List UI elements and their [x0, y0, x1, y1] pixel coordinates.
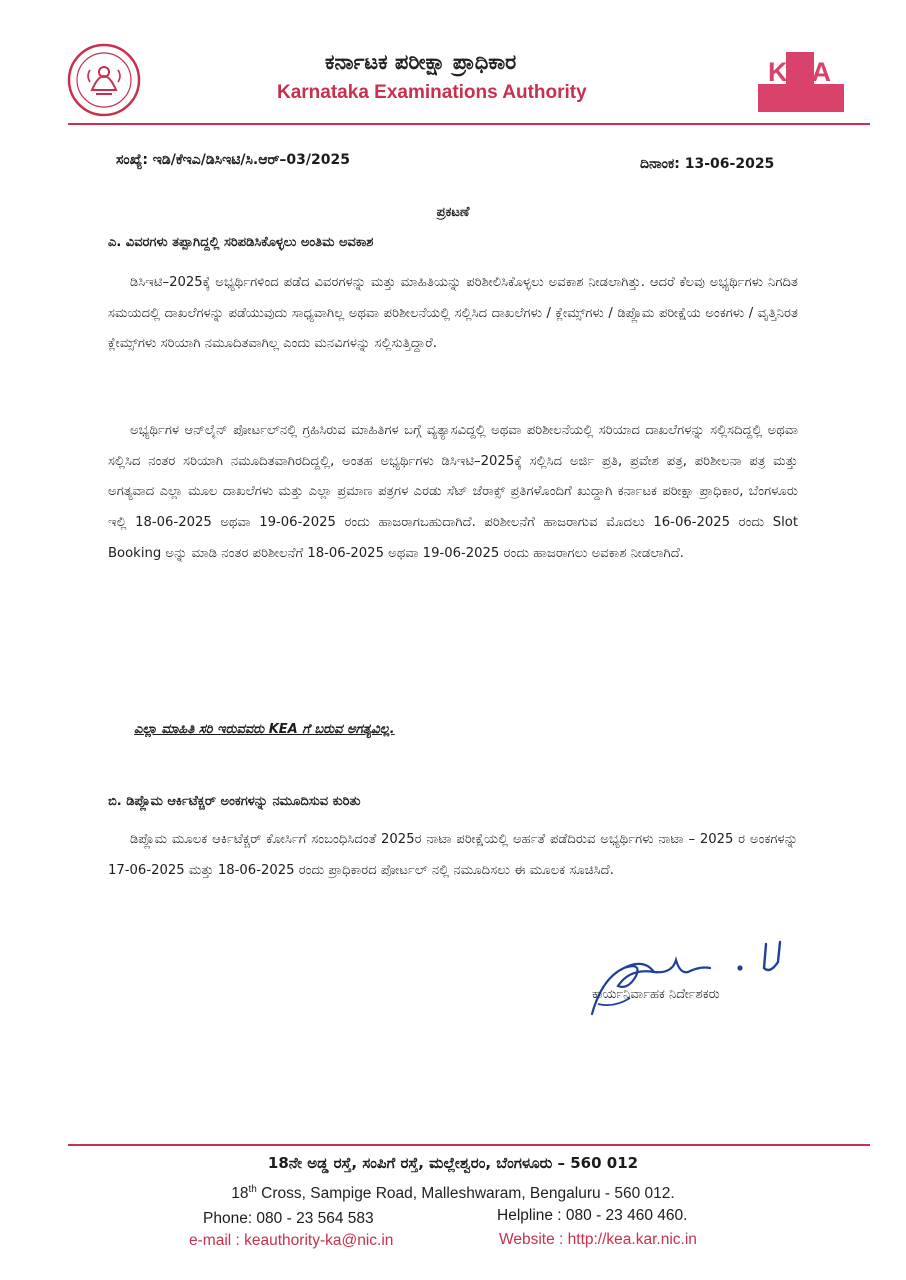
section-b-heading: ಬಿ. ಡಿಪ್ಲೊಮ ಆರ್ಕಿಟೆಕ್ಚರ್ ಅಂಕಗಳನ್ನು ನಮೂದಿಸುವ ಕುರಿತು — [108, 794, 361, 809]
section-a-paragraph-2: ಅಭ್ಯರ್ಥಿಗಳ ಆನ್‌ಲೈನ್ ಪೋರ್ಟಲ್‌ನಲ್ಲಿ ಗ್ರಹಿಸಿರುವ ಮಾಹಿತಿಗಳ ಬಗ್ಗೆ ವ್ಯತ್ಯಾಸವಿದ್ದಲ್ಲಿ ಅಥವಾ ಪರಿಶೀಲನೆಯಲ್ಲಿ ಸರಿಯಾದ ದಾಖಲೆಗಳನ್ನು ಸಲ್ಲಿಸದಿದ್ದಲ್ಲಿ ಅಥವಾ ಸಲ್ಲಿಸಿದ ನಂತರ ಸರಿಯಾಗಿ ನಮೂದಿತವಾಗಿರದಿದ್ದಲ್ಲಿ, ಅಂತಹ ಅಭ್ಯರ್ಥಿಗಳು ಡಿಸಿಇಟಿ–2025ಕ್ಕೆ ಸಲ್ಲಿಸಿದ ಅರ್ಜಿ ಪ್ರತಿ, ಪ್ರವೇಶ ಪತ್ರ, ಪರಿಶೀಲನಾ ಪತ್ರ ಮತ್ತು ಅಗತ್ಯವಾದ ಎಲ್ಲಾ ಮೂಲ ದಾಖಲೆಗಳು ಮತ್ತು ಎಲ್ಲಾ ಪ್ರಮಾಣ ಪತ್ರಗಳ ಎರಡು ಸೆಟ್ ಜೆರಾಕ್ಸ್ ಪ್ರತಿಗಳೊಂದಿಗೆ ಖುದ್ದಾಗಿ ಕರ್ನಾಟಕ ಪರೀಕ್ಷಾ ಪ್ರಾಧಿಕಾರ, ಬೆಂಗಳೂರು ಇಲ್ಲಿ 18-06-2025 ಅಥವಾ 19-06-2025 ರಂದು ಹಾಜರಾಗಬಹುದಾಗಿದೆ. ಪರಿಶೀಲನೆಗೆ ಹಾಜರಾಗುವ ಮೊದಲು 16-06-2025 ರಂದು Slot Booking ಅನ್ನು ಮಾಡಿ ನಂತರ ಪರಿಶೀಲನೆಗೆ 18-06-2025 ಅಥವಾ 19-06-2025 ರಂದು ಹಾಜರಾಗಲು ಅವಕಾಶ ನೀಡಲಾಗಿದೆ. — [108, 423, 798, 561]
footer-helpline: Helpline : 080 - 23 460 460. — [497, 1207, 688, 1224]
no-visit-needed-note: ಎಲ್ಲಾ ಮಾಹಿತಿ ಸರಿ ಇರುವವರು KEA ಗೆ ಬರುವ ಅಗತ್ಯವಿಲ್ಲ. — [134, 722, 395, 737]
website-link[interactable]: http://kea.kar.nic.in — [567, 1231, 697, 1248]
reference-number: ಸಂಖ್ಯೆ: ಇಡಿ/ಕೆಇಎ/ಡಿಸಿಇಟಿ/ಸಿ.ಆರ್–03/2025 — [116, 152, 350, 168]
notice-title: ಪ್ರಕಟಣೆ — [436, 205, 470, 220]
authority-title-kannada: ಕರ್ನಾಟಕ ಪರೀಕ್ಷಾ ಪ್ರಾಧಿಕಾರ — [325, 50, 517, 74]
kea-logo-text: KEA — [767, 57, 835, 87]
executive-director-title: ಕಾರ್ಯನಿರ್ವಾಹಕ ನಿರ್ದೇಶಕರು — [592, 987, 720, 1002]
handwritten-signature — [584, 938, 794, 1022]
karnataka-seal-icon — [66, 42, 142, 118]
footer-divider — [68, 1144, 870, 1146]
footer-address-english: 18th Cross, Sampige Road, Malleshwaram, Bengaluru - 560 012. — [231, 1184, 675, 1203]
footer-website: Website : http://kea.kar.nic.in — [499, 1231, 697, 1248]
kea-logo — [756, 44, 846, 114]
footer-email: e-mail : keauthority-ka@nic.in — [189, 1232, 394, 1249]
section-a-paragraph-1: ಡಿಸಿಇಟಿ–2025ಕ್ಕೆ ಅಭ್ಯರ್ಥಿಗಳಿಂದ ಪಡೆದ ವಿವರಗಳನ್ನು ಮತ್ತು ಮಾಹಿತಿಯನ್ನು ಪರಿಶೀಲಿಸಿಕೊಳ್ಳಲು ಅವಕಾಶ ನೀಡಲಾಗಿತ್ತು. ಆದರೆ ಕೆಲವು ಅಭ್ಯರ್ಥಿಗಳು ನಿಗದಿತ ಸಮಯದಲ್ಲಿ ದಾಖಲೆಗಳನ್ನು ಪಡೆಯುವುದು ಸಾಧ್ಯವಾಗಿಲ್ಲ ಅಥವಾ ಪರಿಶೀಲನೆಯಲ್ಲಿ ಸಲ್ಲಿಸಿದ ದಾಖಲೆಗಳು / ಕ್ಲೇಮ್ಸ್‌ಗಳು / ಡಿಪ್ಲೊಮ ಪರೀಕ್ಷೆಯ ಅಂಕಗಳು / ವೃತ್ತಿನಿರತ ಕ್ಲೇಮ್ಸ್‌ಗಳು ಸರಿಯಾಗಿ ನಮೂದಿತವಾಗಿಲ್ಲ ಎಂದು ಮನವಿಗಳನ್ನು ಸಲ್ಲಿಸುತ್ತಿದ್ದಾರೆ. — [108, 275, 798, 352]
header-divider — [68, 123, 870, 125]
section-b-paragraph: ಡಿಪ್ಲೊಮ ಮೂಲಕ ಆರ್ಕಿಟೆಕ್ಚರ್ ಕೋರ್ಸಿಗೆ ಸಂಬಂಧಿಸಿದಂತೆ 2025ರ ನಾಟಾ ಪರೀಕ್ಷೆಯಲ್ಲಿ ಅರ್ಹತೆ ಪಡೆದಿರುವ ಅಭ್ಯರ್ಥಿಗಳು ನಾಟಾ – 2025 ರ ಅಂಕಗಳನ್ನು 17-06-2025 ಮತ್ತು 18-06-2025 ರಂದು ಪ್ರಾಧಿಕಾರದ ಪೋರ್ಟಲ್ ನಲ್ಲಿ ನಮೂದಿಸಲು ಈ ಮೂಲಕ ಸೂಚಿಸಿದೆ. — [108, 832, 798, 878]
email-link[interactable]: keauthority-ka@nic.in — [244, 1232, 394, 1249]
footer-phone: Phone: 080 - 23 564 583 — [203, 1210, 374, 1227]
footer-address-kannada: 18ನೇ ಅಡ್ಡ ರಸ್ತೆ, ಸಂಪಿಗೆ ರಸ್ತೆ, ಮಲ್ಲೇಶ್ವರಂ, ಬೆಂಗಳೂರು – 560 012 — [267, 1154, 639, 1172]
authority-title-english: Karnataka Examinations Authority — [277, 82, 587, 103]
section-a-heading: ಎ. ವಿವರಗಳು ತಪ್ಪಾಗಿದ್ದಲ್ಲಿ ಸರಿಪಡಿಸಿಕೊಳ್ಳಲು ಅಂತಿಮ ಅವಕಾಶ — [108, 235, 374, 250]
notice-date: ದಿನಾಂಕ: 13-06-2025 — [640, 156, 775, 172]
